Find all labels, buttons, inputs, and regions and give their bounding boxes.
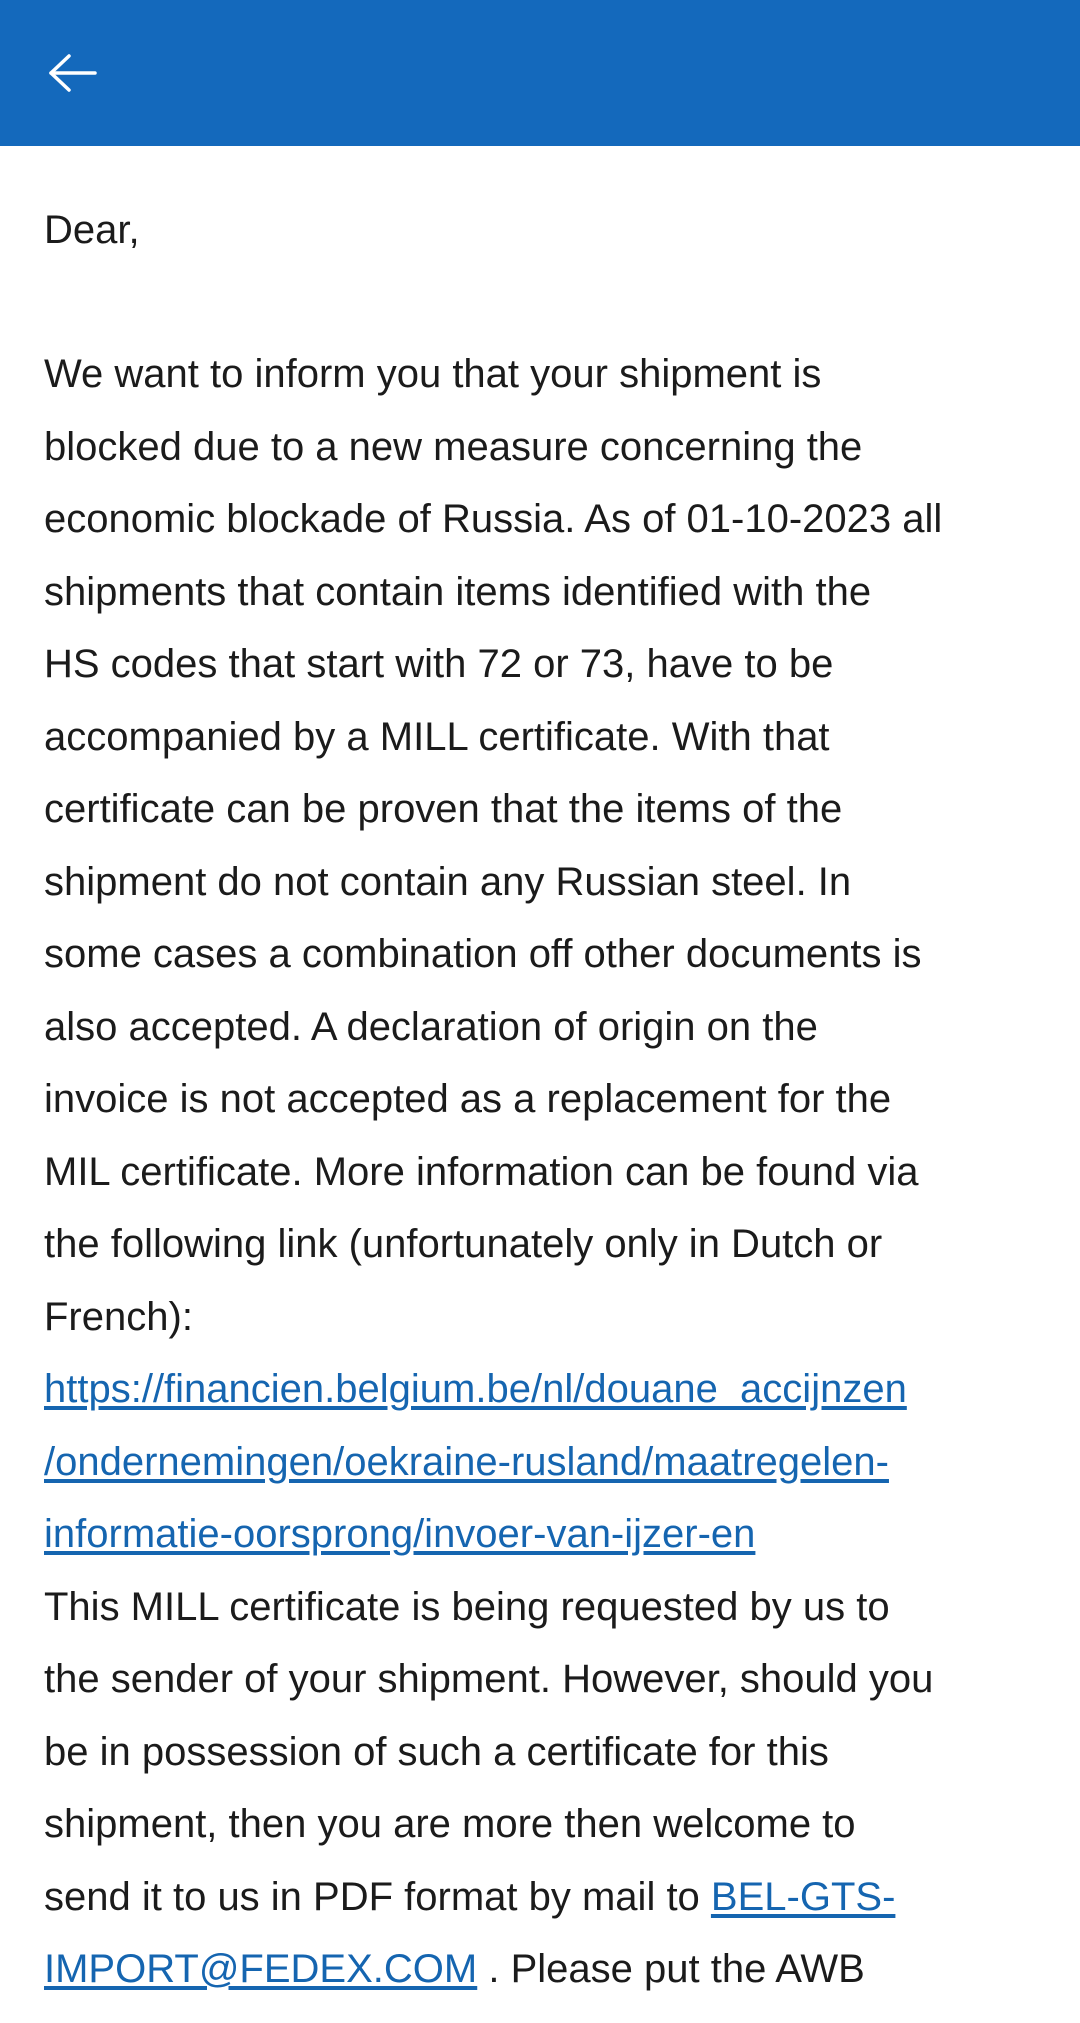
arrow-left-icon	[47, 53, 99, 93]
text-line: certificate can be proven that the items of the	[44, 787, 843, 831]
greeting: Dear,	[44, 208, 140, 252]
text-line: blocked due to a new measure concerning the	[44, 424, 863, 469]
mail-prefix: send it to us in PDF format by mail to	[44, 1874, 711, 1919]
text-line: French):	[44, 1294, 193, 1339]
email-link[interactable]: BEL-GTS-	[710, 1874, 896, 1919]
info-link-line[interactable]: informatie-oorsprong/invoer-van-ijzer-en	[44, 1512, 756, 1556]
message-text	[44, 338, 1054, 2006]
mail-line	[44, 1861, 1054, 1934]
text-line: shipment do not contain any Russian steel. In	[44, 859, 852, 904]
mail-suffix: . Please put the AWB	[477, 1947, 865, 1991]
back-button[interactable]	[30, 36, 116, 110]
info-link-line[interactable]: https://financien.belgium.be/nl/douane_accijnzen	[44, 1367, 907, 1411]
text-line: MIL certificate. More information can be found via	[44, 1149, 919, 1194]
text-line: be in possession of such a certificate for this	[44, 1729, 829, 1774]
text-line: also accepted. A declaration of origin on the	[44, 1004, 818, 1049]
text-line: accompanied by a MILL certificate. With that	[44, 714, 830, 759]
text-line: We want to inform you that your shipment is	[44, 352, 822, 396]
text-line: some cases a combination off other documents is	[44, 932, 922, 976]
info-link[interactable]	[44, 1353, 1054, 1426]
text-line: This MILL certificate is being requested by us to	[44, 1584, 890, 1629]
info-link[interactable]	[44, 1426, 1054, 1499]
text-line: HS codes that start with 72 or 73, have to be	[44, 642, 834, 686]
text-line: shipment, then you are more then welcome to	[44, 1802, 856, 1846]
info-link-line[interactable]: /ondernemingen/oekraine-rusland/maatregelen-	[44, 1439, 889, 1484]
email-link[interactable]: IMPORT@FEDEX.COM	[44, 1947, 478, 1991]
text-line: economic blockade of Russia. As of 01-10-2023 all	[44, 497, 943, 541]
app-bar	[0, 0, 1080, 146]
text-line: the sender of your shipment. However, should you	[44, 1657, 934, 1701]
text-line: invoice is not accepted as a replacement for the	[44, 1077, 892, 1121]
mail-line	[44, 1933, 1054, 2006]
message-body	[44, 146, 1054, 2006]
text-line: shipments that contain items identified with the	[44, 569, 872, 614]
info-link[interactable]	[44, 1498, 1054, 1571]
text-line: the following link (unfortunately only in Dutch or	[44, 1222, 883, 1266]
